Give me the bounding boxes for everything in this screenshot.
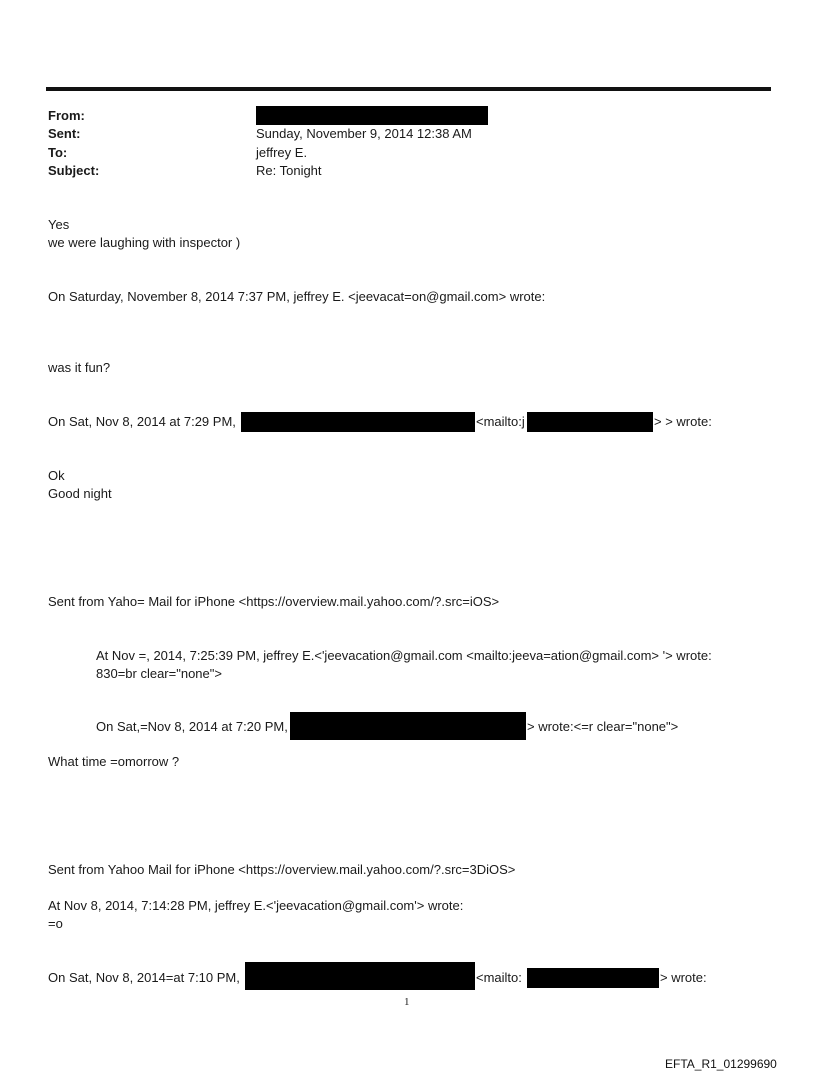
redacted-from-address [256, 106, 488, 125]
to-label: To: [48, 145, 68, 160]
reply-line-1: Yes [48, 217, 70, 232]
sent-from-signature-2: Sent from Yahoo Mail for iPhone <https://overview.mail.yahoo.com/?.src=3DiOS> [48, 862, 516, 877]
indented-on-prefix: On Sat,=Nov 8, 2014 at 7:20 PM, [96, 719, 288, 734]
quote-header-1: On Saturday, November 8, 2014 7:37 PM, jeffrey E. <jeevacat=on@gmail.com> wrote: [48, 289, 546, 304]
sent-from-signature-1: Sent from Yaho= Mail for iPhone <https://overview.mail.yahoo.com/?.src=iOS> [48, 594, 500, 609]
last-quote-suffix: > wrote: [660, 970, 707, 985]
indented-quote-line-2: 830=br clear="none"> [96, 666, 222, 681]
what-time-line: What time =omorrow ? [48, 754, 180, 769]
redacted-sender-name-2 [245, 962, 475, 990]
subject-value: Re: Tonight [256, 163, 322, 178]
indented-quote-line-1: At Nov =, 2014, 7:25:39 PM, jeffrey E.<'jeevacation@gmail.com <mailto:jeeva=ation@gmail.com> '> wrote: [96, 648, 712, 663]
quote-header-2-mailto: <mailto:j [476, 414, 525, 429]
reply-line-2: we were laughing with inspector ) [48, 235, 241, 250]
from-label: From: [48, 108, 85, 123]
ok-line-1: Ok [48, 468, 65, 483]
header-rule [46, 87, 771, 91]
redacted-sender-email-2 [527, 968, 659, 988]
subject-label: Subject: [48, 163, 100, 178]
redacted-sender-email [527, 412, 653, 432]
redacted-sender-name [241, 412, 475, 432]
bates-number: EFTA_R1_01299690 [665, 1057, 777, 1071]
message-was-it-fun: was it fun? [48, 360, 111, 375]
sent-value: Sunday, November 9, 2014 12:38 AM [256, 126, 472, 141]
page-number: 1 [404, 996, 410, 1008]
at-nov-line-2: =o [48, 916, 63, 931]
quote-header-2-suffix: > > wrote: [654, 414, 712, 429]
redacted-sender-block [290, 712, 526, 740]
to-value: jeffrey E. [256, 145, 308, 160]
ok-line-2: Good night [48, 486, 112, 501]
last-quote-prefix: On Sat, Nov 8, 2014=at 7:10 PM, [48, 970, 240, 985]
last-quote-mailto: <mailto: [476, 970, 522, 985]
sent-label: Sent: [48, 126, 81, 141]
at-nov-line-1: At Nov 8, 2014, 7:14:28 PM, jeffrey E.<'jeevacation@gmail.com'> wrote: [48, 898, 464, 913]
quote-header-2-prefix: On Sat, Nov 8, 2014 at 7:29 PM, [48, 414, 236, 429]
indented-on-suffix: > wrote:<=r clear="none"> [527, 719, 679, 734]
